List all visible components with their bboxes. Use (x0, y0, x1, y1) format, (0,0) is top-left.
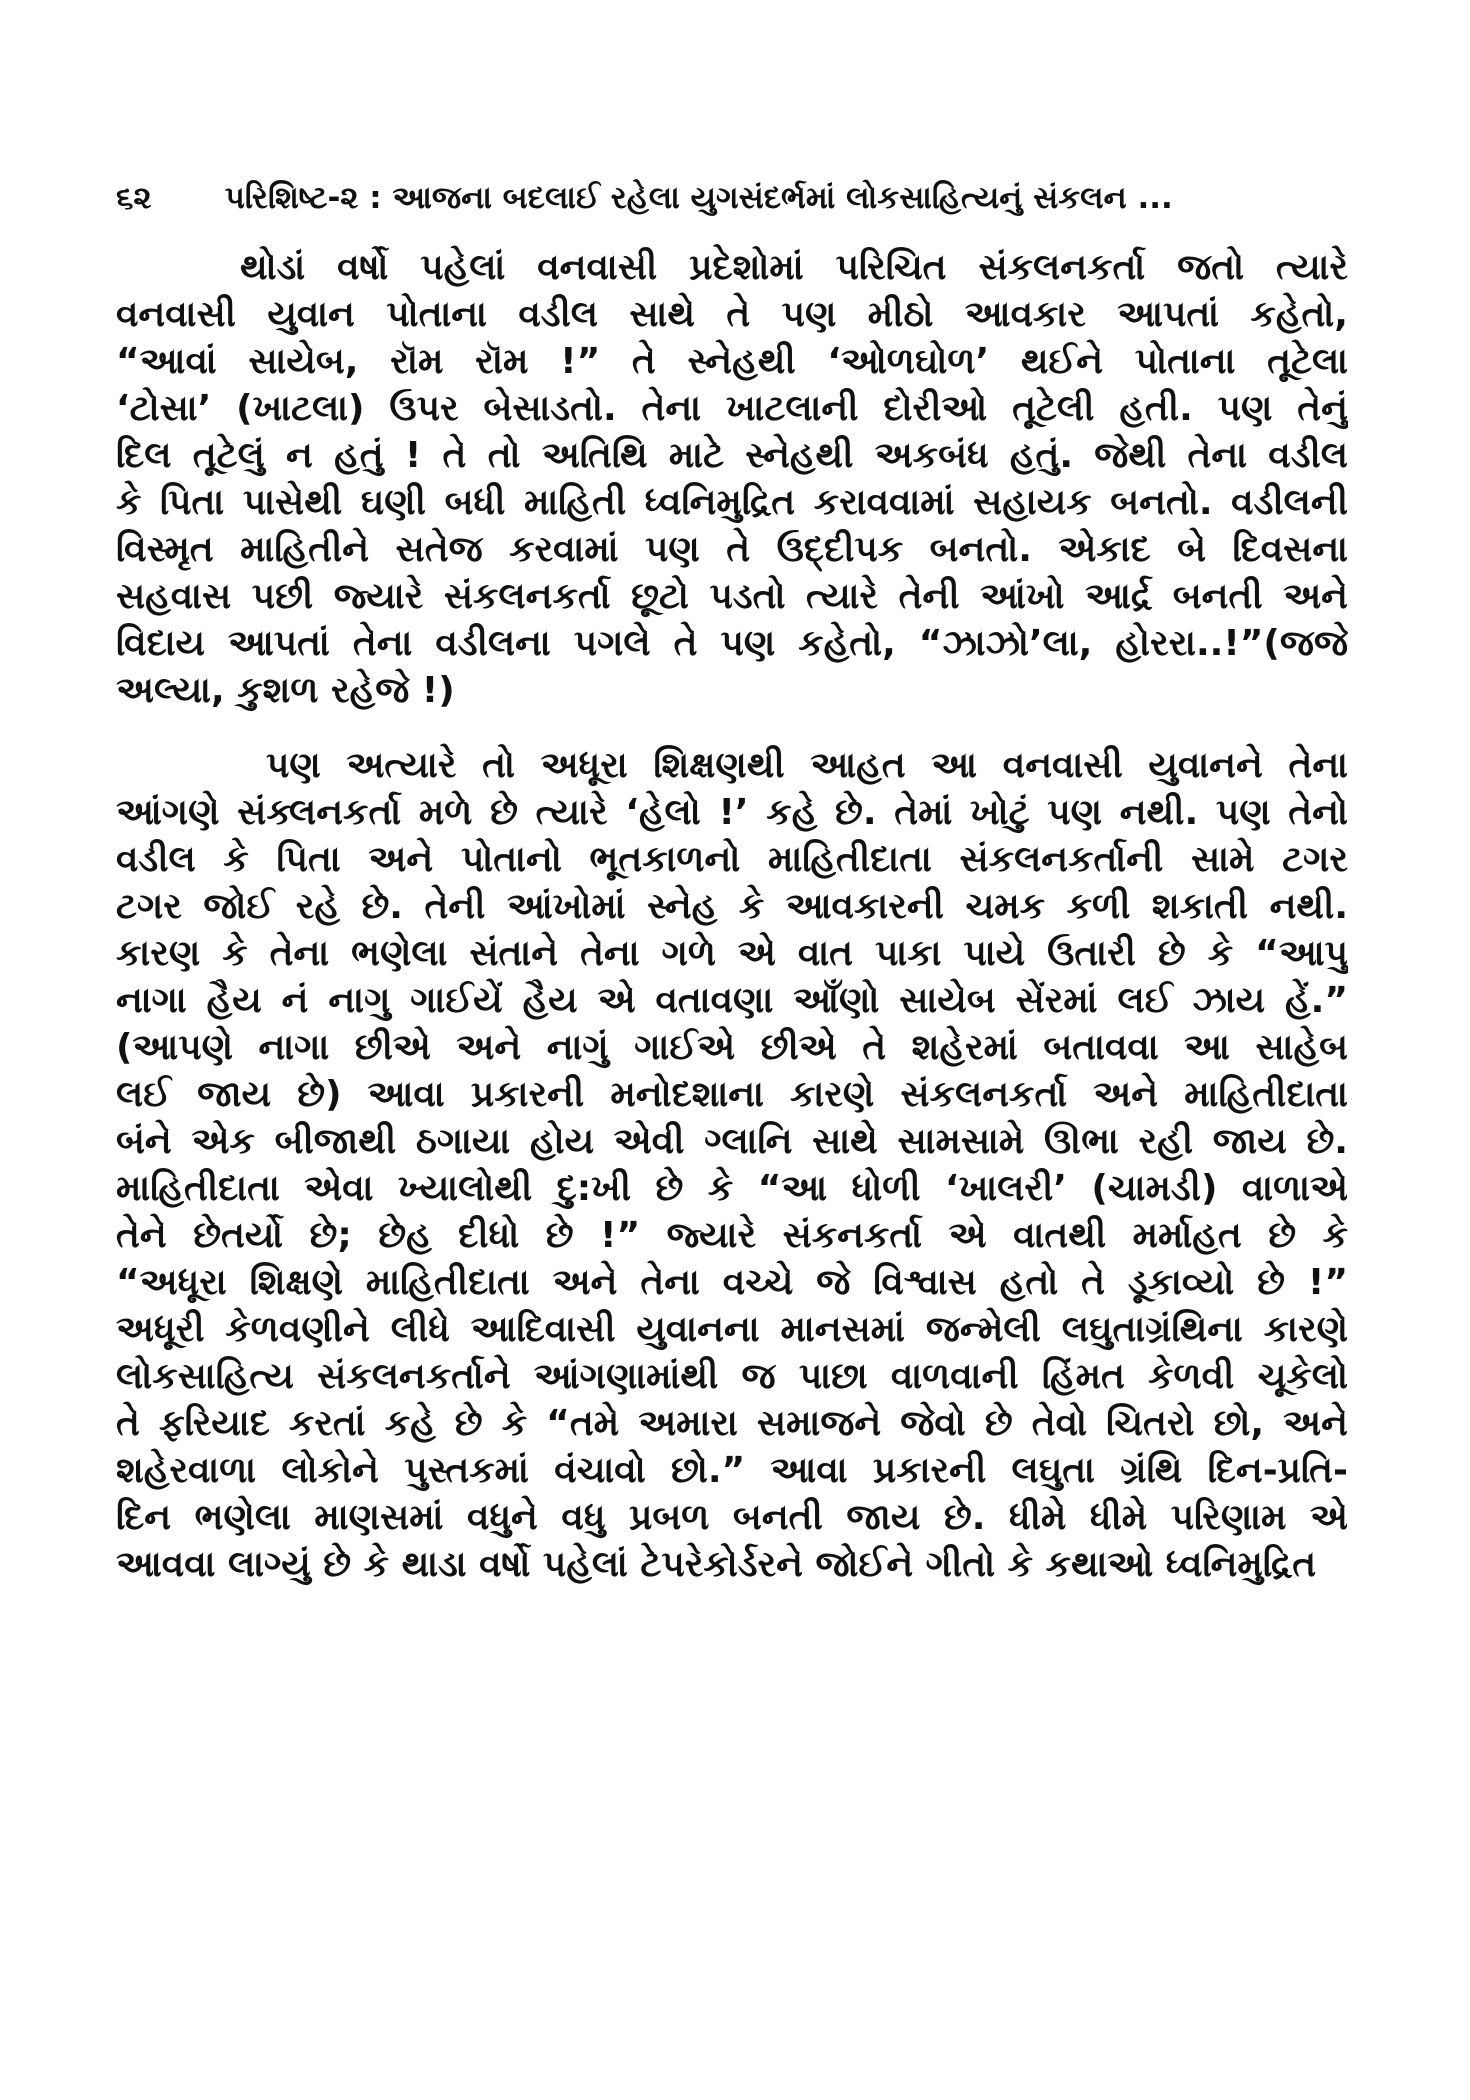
text-line: વિદાય આપતાં તેના વડીલના પગલે તે પણ કહેતો, “ઝાઝો’લા, હોરરા..!”(જજે (116, 623, 1348, 664)
text-line: ટગર જોઈ રહે છે. તેની આંખોમાં સ્નેહ કે આવકારની ચમક કળી શકાતી નથી. (116, 886, 1348, 927)
text-line: વનવાસી યુવાન પોતાના વડીલ સાથે તે પણ મીઠો આવકાર આપતાં કહેતો, (116, 294, 1348, 335)
text-line: તે ફરિયાદ કરતાં કહે છે કે “તમે અમારા સમાજને જેવો છે તેવો ચિતરો છો, અને (116, 1403, 1348, 1444)
running-title: પરિશિષ્ટ-૨ : આજના બદલાઈ રહેલા યુગસંદર્ભમાં લોકસાહિત્યનું સંકલન ... (224, 180, 1173, 216)
page-number: ૬૨ (116, 180, 152, 216)
text-line: પણ અત્યારે તો અધૂરા શિક્ષણથી આહત આ વનવાસી યુવાનને તેના (266, 745, 1348, 786)
text-line: ‘ટોસા’ (ખાટલા) ઉપર બેસાડતો. તેના ખાટલાની દોરીઓ તૂટેલી હતી. પણ તેનું (116, 388, 1348, 429)
text-line: આંગણે સંક્લનકર્તા મળે છે ત્યારે ‘હેલો !’ કહે છે. તેમાં ખોટું પણ નથી. પણ તેનો (116, 792, 1348, 833)
text-line: બંને એક બીજાથી ઠગાયા હોય એવી ગ્લાનિ સાથે સામસામે ઊભા રહી જાય છે. (116, 1121, 1348, 1162)
body-text (116, 244, 1348, 1588)
text-line: “આવાં સાયેબ, રૉમ રૉમ !” તે સ્નેહથી ‘ઓળઘોળ’ થઈને પોતાના તૂટેલા (116, 341, 1348, 382)
text-line: નાગા હૈય નં નાગુ ગાઈયેં હૈય એ વતાવણા આઁણો સાયેબ સેંરમાં લઈ ઝાય હેં.” (116, 980, 1348, 1021)
text-line: કારણ કે તેના ભણેલા સંતાને તેના ગળે એ વાત પાકા પાયે ઉતારી છે કે “આપુ (116, 933, 1348, 974)
text-line: લઈ જાય છે) આવા પ્રકારની મનોદશાના કારણે સંકલનકર્તા અને માહિતીદાતા (116, 1074, 1348, 1115)
text-line: વિસ્મૃત માહિતીને સતેજ કરવામાં પણ તે ઉદ્દીપક બનતો. એકાદ બે દિવસના (116, 529, 1348, 570)
text-line: દિલ તૂટેલું ન હતું ! તે તો અતિથિ માટે સ્નેહથી અકબંધ હતું. જેથી તેના વડીલ (116, 435, 1348, 476)
paragraph-2 (116, 742, 1348, 1588)
text-line: તેને છેતર્યો છે; છેહ દીધો છે !” જ્યારે સંકનકર્તા એ વાતથી મર્માહત છે કે (116, 1215, 1348, 1256)
text-line: શહેરવાળા લોકોને પુસ્તકમાં વંચાવો છો.” આવા પ્રકારની લઘુતા ગ્રંથિ દિન-પ્રતિ- (116, 1450, 1348, 1491)
text-line: લોકસાહિત્ય સંકલનકર્તાને આંગણામાંથી જ પાછા વાળવાની હિંમત કેળવી ચૂકેલો (116, 1356, 1348, 1397)
text-line: કે પિતા પાસેથી ઘણી બધી માહિતી ધ્વનિમુદ્રિત કરાવવામાં સહાયક બનતો. વડીલની (116, 482, 1348, 523)
text-line: આવવા લાગ્યું છે કે થાડા વર્ષો પહેલાં ટેપરેકોર્ડરને જોઈને ગીતો કે કથાઓ ધ્વનિમુદ્રિત (116, 1544, 1317, 1585)
text-line: વડીલ કે પિતા અને પોતાનો ભૂતકાળનો માહિતીદાતા સંકલનકર્તાની સામે ટગર (116, 839, 1348, 880)
text-line: (આપણે નાગા છીએ અને નાગું ગાઈએ છીએ તે શહેરમાં બતાવવા આ સાહેબ (116, 1027, 1348, 1068)
text-line: થોડાં વર્ષો પહેલાં વનવાસી પ્રદેશોમાં પરિચિત સંકલનકર્તા જતો ત્યારે (240, 247, 1348, 288)
paragraph-1 (116, 244, 1348, 714)
text-line: સહવાસ પછી જ્યારે સંકલનકર્તા છૂટો પડતો ત્યારે તેની આંખો આર્દ્ર બનતી અને (116, 576, 1348, 617)
text-line: દિન ભણેલા માણસમાં વધુને વધુ પ્રબળ બનતી જાય છે. ધીમે ધીમે પરિણામ એ (116, 1497, 1348, 1538)
running-header (116, 178, 1356, 218)
text-line: અલ્યા, કુશળ રહેજે !) (116, 670, 455, 711)
text-line: “અધૂરા શિક્ષણે માહિતીદાતા અને તેના વચ્ચે જે વિશ્વાસ હતો તે ડૂકાવ્યો છે !” (116, 1262, 1348, 1303)
text-line: માહિતીદાતા એવા ખ્યાલોથી દુ:ખી છે કે “આ ધોળી ‘ખાલરી’ (ચામડી) વાળાએ (116, 1168, 1348, 1209)
text-line: અધૂરી કેળવણીને લીધે આદિવાસી યુવાનના માનસમાં જન્મેલી લઘુતાગ્રંથિના કારણે (116, 1309, 1348, 1350)
